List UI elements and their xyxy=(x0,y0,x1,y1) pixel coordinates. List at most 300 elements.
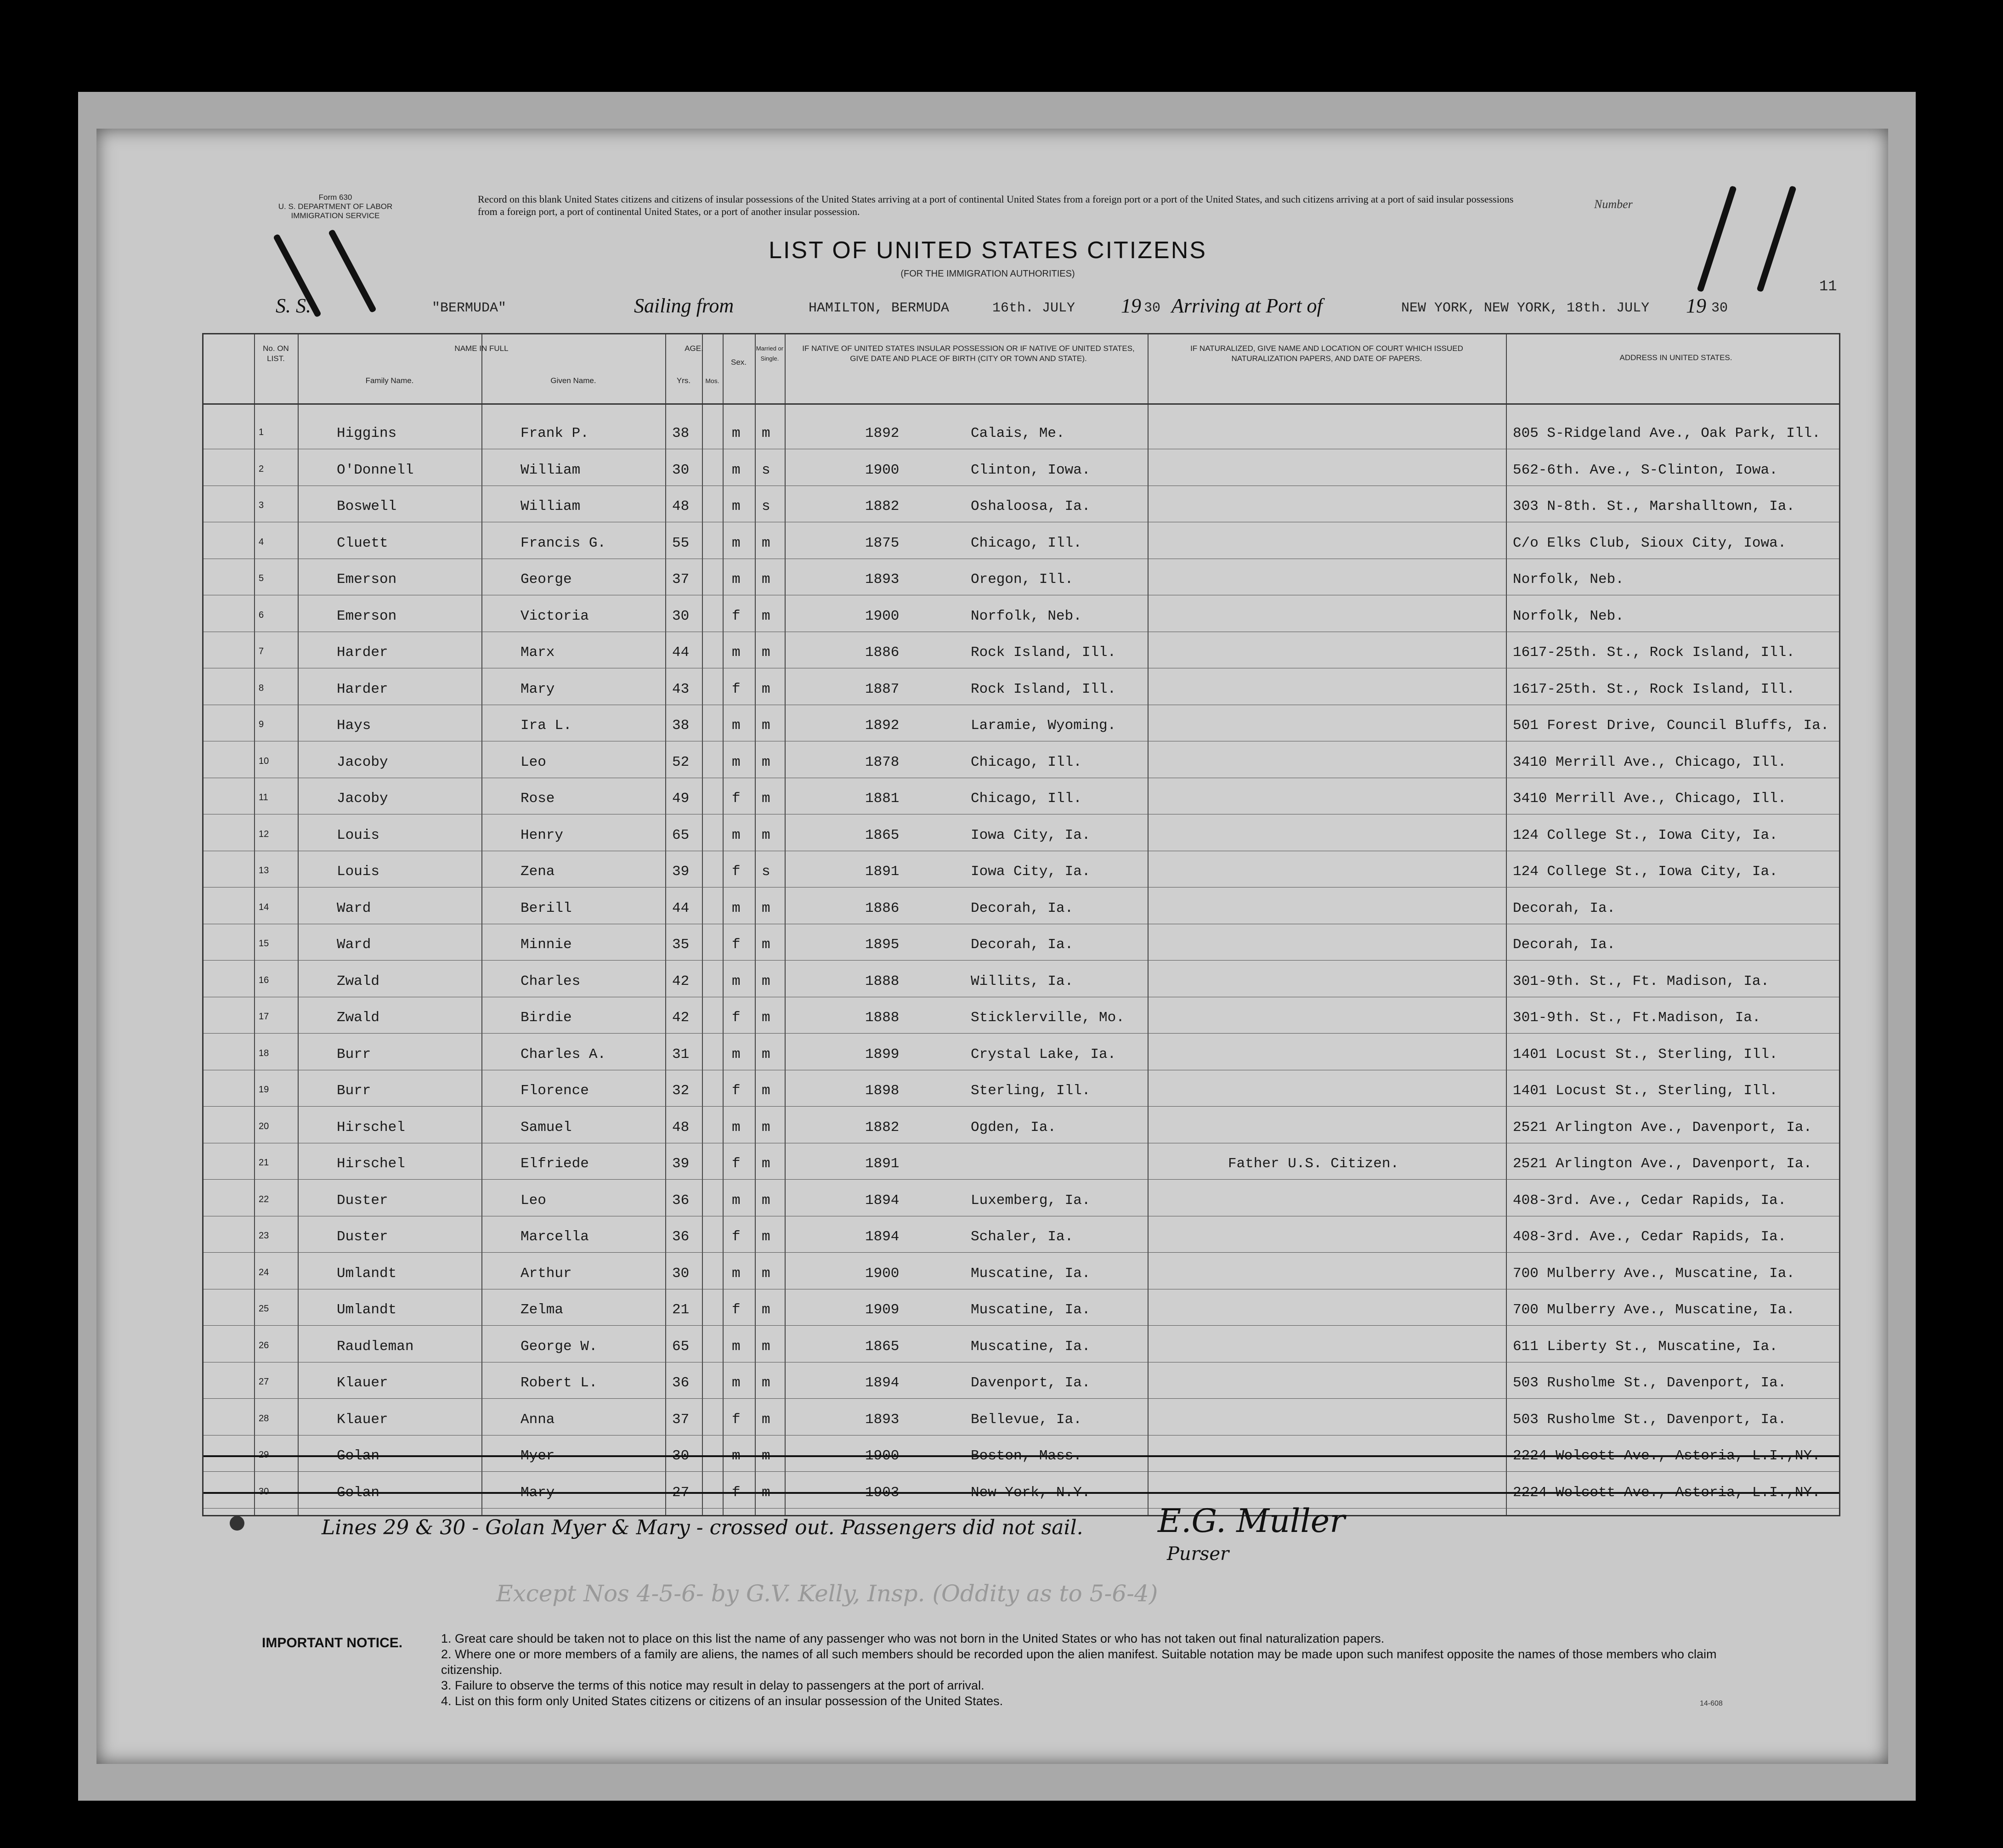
cell-place: Iowa City, Ia. xyxy=(971,864,1091,880)
cell-age: 49 xyxy=(672,791,690,807)
cell-place: Ogden, Ia. xyxy=(971,1119,1057,1136)
cell-age: 36 xyxy=(672,1192,690,1209)
cell-no: 25 xyxy=(259,1304,269,1314)
cell-sex: m xyxy=(732,462,741,478)
cell-no: 17 xyxy=(259,1012,269,1022)
cell-given: Leo xyxy=(521,754,546,770)
cell-family: Golan xyxy=(337,1484,380,1501)
cell-address: 503 Rusholme St., Davenport, Ia. xyxy=(1513,1375,1787,1391)
cell-ms: m xyxy=(762,1229,770,1245)
cell-address: Decorah, Ia. xyxy=(1513,937,1616,953)
cell-ms: m xyxy=(762,791,770,807)
sailing-from: HAMILTON, BERMUDA xyxy=(809,300,950,316)
table-row xyxy=(204,1216,1839,1253)
cell-age: 30 xyxy=(672,608,690,624)
notice-item: 4. List on this form only United States citizens or citizens of an insular possession of the United States. xyxy=(441,1694,1003,1708)
table-row xyxy=(204,1362,1839,1399)
cell-ms: m xyxy=(762,1083,770,1099)
cell-sex: f xyxy=(732,1229,741,1245)
cell-sex: m xyxy=(732,571,741,588)
cell-family: Zwald xyxy=(337,1010,380,1026)
table-row xyxy=(204,668,1839,705)
table-row xyxy=(204,1180,1839,1216)
cell-ms: m xyxy=(762,900,770,916)
cell-no: 16 xyxy=(259,975,269,985)
header-yrs: Yrs. xyxy=(676,376,691,385)
cell-year: 1886 xyxy=(865,644,900,661)
cell-year: 1892 xyxy=(865,425,900,441)
cell-address: 611 Liberty St., Muscatine, Ia. xyxy=(1513,1338,1778,1355)
cell-age: 36 xyxy=(672,1375,690,1391)
table-row xyxy=(204,1326,1839,1362)
table-row xyxy=(204,1435,1839,1472)
cell-sex: f xyxy=(732,681,741,697)
service: IMMIGRATION SERVICE xyxy=(291,211,380,220)
cell-sex: m xyxy=(732,498,741,514)
cell-address: 503 Rusholme St., Davenport, Ia. xyxy=(1513,1411,1787,1428)
cell-place: Chicago, Ill. xyxy=(971,754,1082,770)
cell-sex: f xyxy=(732,864,741,880)
cell-no: 26 xyxy=(259,1340,269,1351)
cell-year: 1888 xyxy=(865,1010,900,1026)
cell-place: Luxemberg, Ia. xyxy=(971,1192,1091,1209)
cell-sex: f xyxy=(732,1083,741,1099)
cell-sex: f xyxy=(732,1484,741,1501)
cell-ms: s xyxy=(762,462,770,478)
purser-title: Purser xyxy=(1167,1543,1229,1565)
cell-family: Burr xyxy=(337,1046,371,1062)
cell-age: 43 xyxy=(672,681,690,697)
cell-family: Golan xyxy=(337,1448,380,1464)
cell-year: 1887 xyxy=(865,681,900,697)
cell-family: Klauer xyxy=(337,1411,388,1428)
cell-age: 36 xyxy=(672,1229,690,1245)
cell-year: 1900 xyxy=(865,1265,900,1282)
cell-place: Muscatine, Ia. xyxy=(971,1302,1091,1318)
cell-no: 13 xyxy=(259,865,269,876)
header-address: ADDRESS IN UNITED STATES. xyxy=(1619,353,1732,362)
cell-family: Hirschel xyxy=(337,1156,405,1172)
cell-ms: m xyxy=(762,571,770,588)
cell-age: 30 xyxy=(672,1265,690,1282)
cell-sex: f xyxy=(732,791,741,807)
cell-place: Bellevue, Ia. xyxy=(971,1411,1082,1428)
cell-no: 24 xyxy=(259,1267,269,1277)
cell-no: 8 xyxy=(259,683,264,693)
cell-family: O'Donnell xyxy=(337,462,414,478)
cell-place: Iowa City, Ia. xyxy=(971,827,1091,843)
year-prefix: 19 xyxy=(1686,294,1706,317)
cell-given: Charles A. xyxy=(521,1046,606,1062)
purser-signature: E.G. Muller xyxy=(1158,1502,1345,1540)
cell-year: 1903 xyxy=(865,1484,900,1501)
page-title: LIST OF UNITED STATES CITIZENS xyxy=(769,237,1207,264)
cell-sex: m xyxy=(732,827,741,843)
cell-no: 10 xyxy=(259,756,269,766)
table-row xyxy=(204,522,1839,559)
passenger-table xyxy=(202,333,1840,1516)
cell-given: Charles xyxy=(521,973,581,989)
cell-given: William xyxy=(521,462,581,478)
cell-year: 1894 xyxy=(865,1192,900,1209)
cell-address: Norfolk, Neb. xyxy=(1513,608,1624,624)
cell-family: Emerson xyxy=(337,571,397,588)
cell-place: Chicago, Ill. xyxy=(971,791,1082,807)
ship-name: "BERMUDA" xyxy=(432,300,507,316)
cell-sex: f xyxy=(732,608,741,624)
cell-age: 39 xyxy=(672,864,690,880)
cell-address: 301-9th. St., Ft.Madison, Ia. xyxy=(1513,1010,1761,1026)
cell-ms: m xyxy=(762,608,770,624)
table-row xyxy=(204,449,1839,486)
cell-place: Decorah, Ia. xyxy=(971,937,1074,953)
cell-address: 408-3rd. Ave., Cedar Rapids, Ia. xyxy=(1513,1192,1787,1209)
cell-address: 700 Mulberry Ave., Muscatine, Ia. xyxy=(1513,1302,1795,1318)
table-row xyxy=(204,413,1839,449)
notice-label: IMPORTANT NOTICE. xyxy=(262,1635,403,1650)
header-name: NAME IN FULL xyxy=(454,344,509,353)
cell-ms: m xyxy=(762,1119,770,1136)
number-label: Number xyxy=(1594,198,1633,211)
cell-family: Louis xyxy=(337,827,380,843)
cell-age: 42 xyxy=(672,1010,690,1026)
cell-ms: s xyxy=(762,864,770,880)
cell-given: Anna xyxy=(521,1411,555,1428)
cell-place: Rock Island, Ill. xyxy=(971,681,1116,697)
cell-family: Burr xyxy=(337,1083,371,1099)
cell-sex: m xyxy=(732,535,741,551)
cell-year: 1878 xyxy=(865,754,900,770)
cell-ms: m xyxy=(762,1448,770,1464)
cell-family: Hays xyxy=(337,718,371,734)
cell-place: Oshaloosa, Ia. xyxy=(971,498,1091,514)
cell-year: 1894 xyxy=(865,1375,900,1391)
cell-family: Duster xyxy=(337,1192,388,1209)
cell-year: 1865 xyxy=(865,827,900,843)
cell-age: 37 xyxy=(672,571,690,588)
cell-family: Jacoby xyxy=(337,754,388,770)
cell-no: 21 xyxy=(259,1158,269,1168)
cell-given: Rose xyxy=(521,791,555,807)
cell-ms: m xyxy=(762,754,770,770)
table-row xyxy=(204,1472,1839,1509)
cell-year: 1891 xyxy=(865,864,900,880)
cell-year: 1898 xyxy=(865,1083,900,1099)
table-row xyxy=(204,1143,1839,1180)
arrival-year: 30 xyxy=(1711,300,1728,316)
cell-address: 562-6th. Ave., S-Clinton, Iowa. xyxy=(1513,462,1778,478)
punch-hole xyxy=(230,1516,244,1531)
cell-address: 2224 Wolcott Ave., Astoria, L.I.,NY. xyxy=(1513,1484,1821,1501)
table-row xyxy=(204,1253,1839,1289)
cell-age: 48 xyxy=(672,1119,690,1136)
table-row xyxy=(204,1034,1839,1070)
cell-no: 18 xyxy=(259,1048,269,1058)
header-family: Family Name. xyxy=(365,376,414,385)
cell-address: 501 Forest Drive, Council Bluffs, Ia. xyxy=(1513,718,1829,734)
cell-ms: m xyxy=(762,681,770,697)
cell-no: 30 xyxy=(259,1486,269,1497)
cell-family: Zwald xyxy=(337,973,380,989)
cell-given: Arthur xyxy=(521,1265,572,1282)
table-row xyxy=(204,778,1839,814)
cell-age: 31 xyxy=(672,1046,690,1062)
cell-place: Muscatine, Ia. xyxy=(971,1338,1091,1355)
header-no: No. ON LIST. xyxy=(263,344,289,363)
form-instructions: Record on this blank United States citizens and citizens of insular possessions of the United States arriving at a port of continental United States from a foreign port or a port of the United States, and such citizens arriving at a port of said insular possessions from a foreign port, a port of continental United States, or a port of another insular possession. xyxy=(478,193,1514,217)
cell-year: 1888 xyxy=(865,973,900,989)
cell-given: Florence xyxy=(521,1083,589,1099)
cell-given: Francis G. xyxy=(521,535,606,551)
cell-family: Klauer xyxy=(337,1375,388,1391)
cell-age: 65 xyxy=(672,827,690,843)
cell-family: Harder xyxy=(337,681,388,697)
cell-age: 65 xyxy=(672,1338,690,1355)
cell-given: Mary xyxy=(521,1484,555,1501)
cell-year: 1909 xyxy=(865,1302,900,1318)
cell-no: 23 xyxy=(259,1231,269,1241)
cell-place: Schaler, Ia. xyxy=(971,1229,1074,1245)
cell-ms: m xyxy=(762,1265,770,1282)
cell-given: Zelma xyxy=(521,1302,564,1318)
header-mos: Mos. xyxy=(705,377,719,384)
cell-ms: m xyxy=(762,535,770,551)
cell-ms: m xyxy=(762,937,770,953)
cell-family: Hirschel xyxy=(337,1119,405,1136)
cell-place: Norfolk, Neb. xyxy=(971,608,1082,624)
cell-given: George xyxy=(521,571,572,588)
cell-address: 124 College St., Iowa City, Ia. xyxy=(1513,827,1778,843)
page-subtitle: (FOR THE IMMIGRATION AUTHORITIES) xyxy=(900,269,1075,279)
cell-place: New York, N.Y. xyxy=(971,1484,1091,1501)
cell-age: 30 xyxy=(672,462,690,478)
cell-year: 1881 xyxy=(865,791,900,807)
cell-place: Crystal Lake, Ia. xyxy=(971,1046,1116,1062)
cell-ms: m xyxy=(762,1192,770,1209)
cell-address: 2521 Arlington Ave., Davenport, Ia. xyxy=(1513,1119,1812,1136)
cell-ms: m xyxy=(762,1302,770,1318)
table-row xyxy=(204,1289,1839,1326)
year-prefix: 19 xyxy=(1121,294,1141,317)
cell-no: 27 xyxy=(259,1377,269,1387)
cell-no: 19 xyxy=(259,1085,269,1095)
cell-family: Emerson xyxy=(337,608,397,624)
department: U. S. DEPARTMENT OF LABOR xyxy=(278,202,393,211)
cell-family: Louis xyxy=(337,864,380,880)
table-row xyxy=(204,741,1839,778)
cell-place: Calais, Me. xyxy=(971,425,1065,441)
cell-year: 1882 xyxy=(865,1119,900,1136)
notice-item: 1. Great care should be taken not to place on this list the name of any passenger who was not born in the United States or who has not taken out final naturalization papers. xyxy=(441,1632,1385,1645)
cell-sex: m xyxy=(732,644,741,661)
cell-year: 1865 xyxy=(865,1338,900,1355)
cell-sex: m xyxy=(732,1119,741,1136)
cell-no: 9 xyxy=(259,719,264,729)
cell-age: 38 xyxy=(672,718,690,734)
cell-sex: f xyxy=(732,1302,741,1318)
sailing-label: Sailing from xyxy=(634,294,734,317)
cell-place: Davenport, Ia. xyxy=(971,1375,1091,1391)
header-birth: IF NATIVE OF UNITED STATES INSULAR POSSESSION OR IF NATIVE OF UNITED STATES, GIVE DATE AND PLACE OF BIRTH (CITY OR TOWN AND STATE). xyxy=(802,344,1135,363)
cell-no: 20 xyxy=(259,1121,269,1131)
cell-sex: f xyxy=(732,1010,741,1026)
cell-no: 3 xyxy=(259,500,264,510)
cell-no: 5 xyxy=(259,573,264,583)
cell-sex: m xyxy=(732,1338,741,1355)
cell-family: Cluett xyxy=(337,535,388,551)
cell-place: Oregon, Ill. xyxy=(971,571,1074,588)
strike-through-line xyxy=(204,1492,1839,1494)
ss-label: S. S. xyxy=(276,294,311,317)
header-age: AGE. xyxy=(685,344,703,353)
cell-sex: m xyxy=(732,425,741,441)
cell-given: Ira L. xyxy=(521,718,572,734)
cell-family: Jacoby xyxy=(337,791,388,807)
cell-family: Umlandt xyxy=(337,1265,397,1282)
cell-ms: m xyxy=(762,827,770,843)
cell-place: Sterling, Ill. xyxy=(971,1083,1091,1099)
table-row xyxy=(204,559,1839,595)
cell-given: Elfriede xyxy=(521,1156,589,1172)
cell-family: Ward xyxy=(337,937,371,953)
cell-year: 1893 xyxy=(865,571,900,588)
table-row xyxy=(204,632,1839,668)
cell-sex: m xyxy=(732,1192,741,1209)
table-row xyxy=(204,814,1839,851)
table-row xyxy=(204,1399,1839,1435)
cell-no: 14 xyxy=(259,902,269,912)
cell-no: 7 xyxy=(259,646,264,656)
cell-address: 303 N-8th. St., Marshalltown, Ia. xyxy=(1513,498,1795,514)
cell-year: 1886 xyxy=(865,900,900,916)
cell-given: Henry xyxy=(521,827,564,843)
cell-family: Duster xyxy=(337,1229,388,1245)
cell-family: Raudleman xyxy=(337,1338,414,1355)
cell-no: 4 xyxy=(259,537,264,547)
cell-sex: m xyxy=(732,1375,741,1391)
cell-sex: m xyxy=(732,1448,741,1464)
cell-age: 44 xyxy=(672,644,690,661)
cell-age: 44 xyxy=(672,900,690,916)
cell-given: Victoria xyxy=(521,608,589,624)
cell-place: Rock Island, Ill. xyxy=(971,644,1116,661)
cell-address: 700 Mulberry Ave., Muscatine, Ia. xyxy=(1513,1265,1795,1282)
cell-age: 37 xyxy=(672,1411,690,1428)
cell-year: 1882 xyxy=(865,498,900,514)
cell-age: 21 xyxy=(672,1302,690,1318)
cell-family: Higgins xyxy=(337,425,397,441)
cell-year: 1900 xyxy=(865,462,900,478)
cell-year: 1900 xyxy=(865,608,900,624)
header-sex: Sex. xyxy=(730,358,747,367)
form-meta xyxy=(257,193,413,220)
notice-item: 2. Where one or more members of a family are aliens, the names of all such members should be recorded upon the alien manifest. Suitable notation may be made upon such manifest opposite the names of those members who claim citizenship. xyxy=(441,1647,1717,1677)
cell-age: 52 xyxy=(672,754,690,770)
cell-family: Harder xyxy=(337,644,388,661)
cell-given: Robert L. xyxy=(521,1375,598,1391)
cell-given: George W. xyxy=(521,1338,598,1355)
table-row xyxy=(204,486,1839,522)
cell-year: 1891 xyxy=(865,1156,900,1172)
cell-given: Mary xyxy=(521,681,555,697)
cell-given: Myer xyxy=(521,1448,555,1464)
cell-given: William xyxy=(521,498,581,514)
cell-given: Samuel xyxy=(521,1119,572,1136)
cell-no: 11 xyxy=(259,792,268,802)
cell-ms: m xyxy=(762,1010,770,1026)
cell-address: C/o Elks Club, Sioux City, Iowa. xyxy=(1513,535,1787,551)
cell-sex: m xyxy=(732,1046,741,1062)
cell-place: Boston, Mass. xyxy=(971,1448,1082,1464)
cell-given: Marx xyxy=(521,644,555,661)
cell-given: Berill xyxy=(521,900,572,916)
cell-ms: m xyxy=(762,1484,770,1501)
table-row xyxy=(204,924,1839,961)
strike-through-line xyxy=(204,1455,1839,1457)
cell-age: 38 xyxy=(672,425,690,441)
cell-sex: f xyxy=(732,1156,741,1172)
cell-family: Boswell xyxy=(337,498,397,514)
cell-given: Birdie xyxy=(521,1010,572,1026)
table-row xyxy=(204,1070,1839,1107)
cell-no: 29 xyxy=(259,1450,269,1460)
cell-place: Muscatine, Ia. xyxy=(971,1265,1091,1282)
cell-no: 6 xyxy=(259,610,264,620)
cell-address: 805 S-Ridgeland Ave., Oak Park, Ill. xyxy=(1513,425,1821,441)
cell-year: 1899 xyxy=(865,1046,900,1062)
cell-address: 124 College St., Iowa City, Ia. xyxy=(1513,864,1778,880)
cell-ms: m xyxy=(762,425,770,441)
cell-year: 1895 xyxy=(865,937,900,953)
cell-address: Norfolk, Neb. xyxy=(1513,571,1624,588)
crossed-out-note: Lines 29 & 30 - Golan Myer & Mary - crossed out. Passengers did not sail. xyxy=(322,1516,1083,1539)
cell-given: Minnie xyxy=(521,937,572,953)
arriving-label: Arriving at Port of xyxy=(1171,294,1323,317)
cell-sex: m xyxy=(732,718,741,734)
table-row xyxy=(204,705,1839,741)
cell-age: 35 xyxy=(672,937,690,953)
header-married: Married or Single. xyxy=(756,345,784,362)
cell-sex: f xyxy=(732,937,741,953)
form-number: Form 630 xyxy=(318,193,352,202)
cell-place: Decorah, Ia. xyxy=(971,900,1074,916)
sailing-date: 16th. JULY xyxy=(992,300,1075,316)
cell-no: 28 xyxy=(259,1413,269,1424)
cell-nat: Father U.S. Citizen. xyxy=(1228,1156,1399,1172)
pencil-note: Except Nos 4-5-6- by G.V. Kelly, Insp. (Oddity as to 5-6-4) xyxy=(496,1580,1158,1607)
cell-ms: m xyxy=(762,644,770,661)
cell-address: 1401 Locust St., Sterling, Ill. xyxy=(1513,1046,1778,1062)
cell-family: Umlandt xyxy=(337,1302,397,1318)
cell-address: 1617-25th. St., Rock Island, Ill. xyxy=(1513,681,1795,697)
cell-age: 48 xyxy=(672,498,690,514)
cell-age: 55 xyxy=(672,535,690,551)
cell-place: Willits, Ia. xyxy=(971,973,1074,989)
cell-ms: m xyxy=(762,1411,770,1428)
cell-no: 15 xyxy=(259,938,269,949)
table-row xyxy=(204,887,1839,924)
cell-year: 1893 xyxy=(865,1411,900,1428)
cell-year: 1894 xyxy=(865,1229,900,1245)
cell-given: Frank P. xyxy=(521,425,589,441)
cell-address: 3410 Merrill Ave., Chicago, Ill. xyxy=(1513,791,1787,807)
cell-place: Laramie, Wyoming. xyxy=(971,718,1116,734)
cell-address: 3410 Merrill Ave., Chicago, Ill. xyxy=(1513,754,1787,770)
cell-sex: m xyxy=(732,1265,741,1282)
voyage-line xyxy=(276,294,1861,322)
cell-family: Ward xyxy=(337,900,371,916)
cell-year: 1892 xyxy=(865,718,900,734)
